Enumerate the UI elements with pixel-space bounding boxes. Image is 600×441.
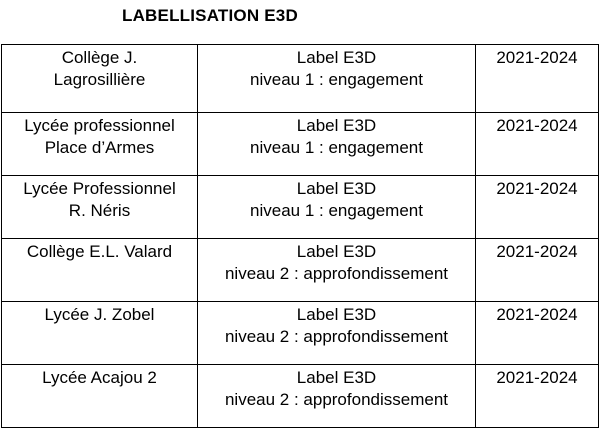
label-name: Label E3D bbox=[296, 368, 377, 387]
label-level: niveau 1 : engagement bbox=[250, 138, 423, 157]
school-name-line: R. Néris bbox=[68, 201, 131, 220]
school-cell bbox=[2, 239, 198, 302]
label-cell bbox=[198, 239, 476, 302]
label-name: Label E3D bbox=[296, 242, 377, 261]
label-cell bbox=[198, 113, 476, 176]
label-level: niveau 1 : engagement bbox=[250, 201, 423, 220]
school-cell bbox=[2, 365, 198, 428]
school-cell bbox=[2, 45, 198, 113]
period-cell: 2021-2024 bbox=[476, 176, 599, 239]
period-cell: 2021-2024 bbox=[476, 365, 599, 428]
label-cell bbox=[198, 45, 476, 113]
page-title: LABELLISATION E3D bbox=[122, 6, 298, 25]
label-name: Label E3D bbox=[296, 305, 377, 324]
school-cell bbox=[2, 113, 198, 176]
label-level: niveau 1 : engagement bbox=[250, 70, 423, 89]
label-level: niveau 2 : approfondissement bbox=[224, 264, 449, 283]
table-row bbox=[2, 365, 599, 428]
label-name: Label E3D bbox=[296, 116, 377, 135]
school-name-line: Place d’Armes bbox=[44, 138, 155, 157]
label-level: niveau 2 : approfondissement bbox=[224, 327, 449, 346]
period-cell: 2021-2024 bbox=[476, 302, 599, 365]
school-cell bbox=[2, 302, 198, 365]
school-name-line: Lycée J. Zobel bbox=[44, 305, 155, 324]
label-cell bbox=[198, 176, 476, 239]
school-name-line: Collège J. bbox=[61, 48, 138, 67]
label-level: niveau 2 : approfondissement bbox=[224, 390, 449, 409]
label-cell bbox=[198, 302, 476, 365]
label-name: Label E3D bbox=[296, 48, 377, 67]
table-row bbox=[2, 176, 599, 239]
school-name-line: Lagrosillière bbox=[53, 70, 146, 89]
table-row bbox=[2, 239, 599, 302]
school-name-line: Collège E.L. Valard bbox=[26, 242, 173, 261]
period-cell: 2021-2024 bbox=[476, 113, 599, 176]
school-cell bbox=[2, 176, 198, 239]
table-row bbox=[2, 113, 599, 176]
school-name-line: Lycée Acajou 2 bbox=[42, 368, 157, 387]
period-cell: 2021-2024 bbox=[476, 239, 599, 302]
school-name-line: Lycée professionnel bbox=[24, 116, 175, 135]
label-cell bbox=[198, 365, 476, 428]
label-name: Label E3D bbox=[296, 179, 377, 198]
school-name-line: Lycée Professionnel bbox=[23, 179, 176, 198]
period-cell: 2021-2024 bbox=[476, 45, 599, 113]
labellisation-table bbox=[1, 44, 599, 428]
table-row bbox=[2, 302, 599, 365]
table-row bbox=[2, 45, 599, 113]
